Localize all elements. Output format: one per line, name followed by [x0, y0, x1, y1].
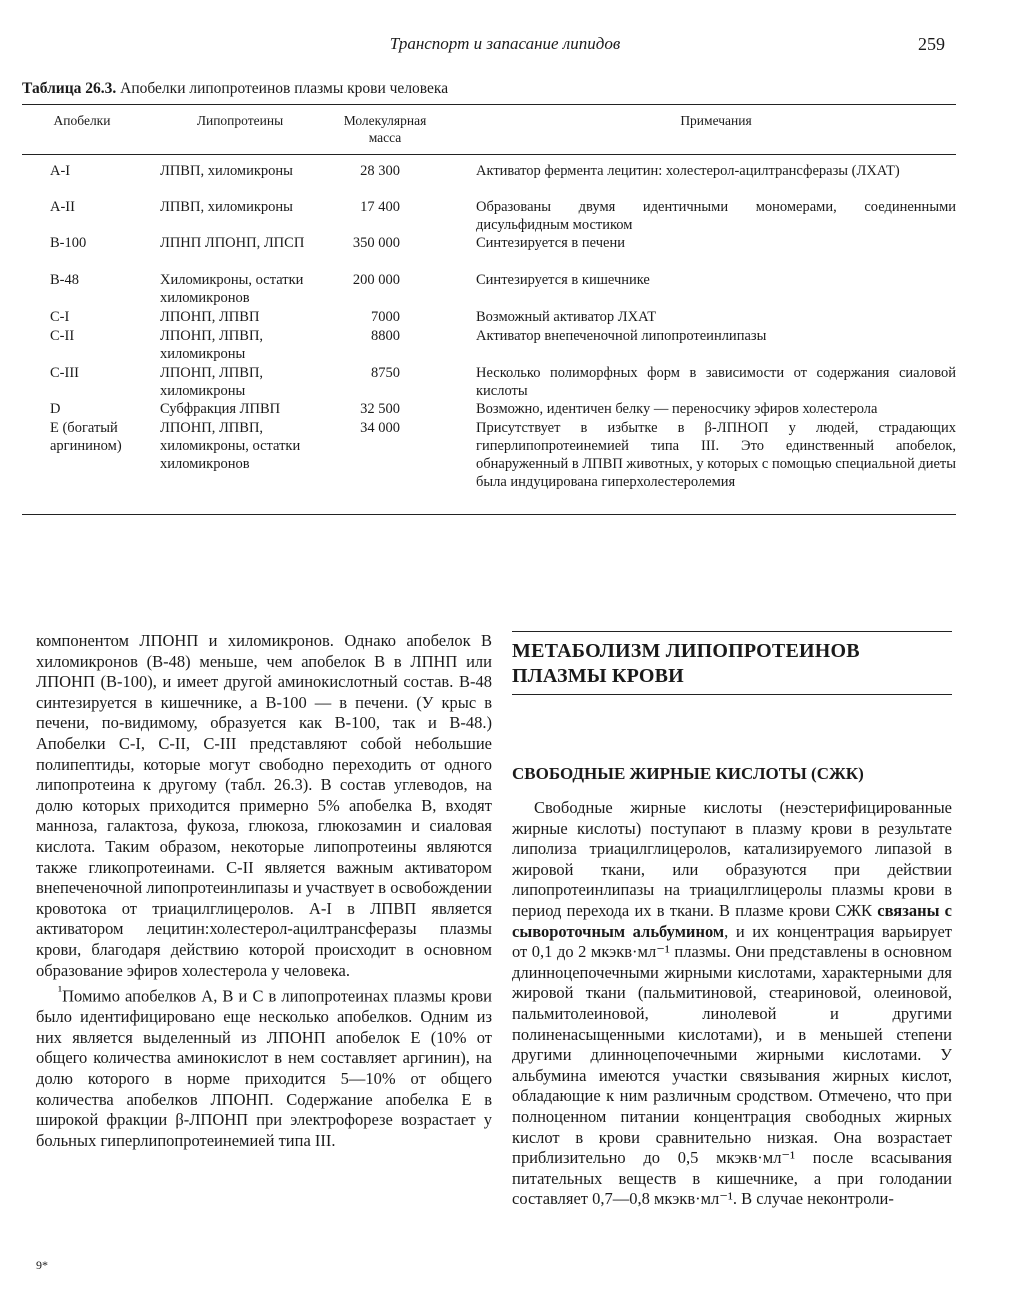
- subsection-heading: СВОБОДНЫЕ ЖИРНЫЕ КИСЛОТЫ (СЖК): [512, 764, 864, 783]
- row-apobelok: B-48: [50, 272, 79, 288]
- row-lipoproteins: ЛПВП, хиломикроны: [160, 163, 293, 179]
- row-mass: 7000: [371, 309, 400, 325]
- table-top-rule: [22, 104, 956, 105]
- row-apobelok: B-100: [50, 235, 87, 251]
- row-lipoproteins: ЛПОНП, ЛПВП: [160, 309, 260, 325]
- right-paragraph-start: Свободные жирные кислоты (неэстерифицированные жирные кислоты) поступают в плазму крови в результате липолиза триацилглицеролов, катализируемого липазой в жировой ткани, или образуются при действии липопротеинлипазы на триацилглицеролы плазмы крови в период перехода их в ткани. В плазме крови СЖК: [512, 798, 952, 920]
- page-number: 259: [918, 34, 945, 54]
- row-lipoproteins: Субфракция ЛПВП: [160, 401, 281, 417]
- right-column: [512, 798, 952, 1210]
- table-bottom-rule: [22, 514, 956, 515]
- left-paragraph-2: [36, 981, 492, 1151]
- row-apobelok: C-II: [50, 328, 75, 344]
- row-lipoproteins: ЛПНП ЛПОНП, ЛПСП: [160, 235, 305, 251]
- row-mass: 200 000: [352, 272, 400, 288]
- table-header-rule: [22, 154, 956, 155]
- row-note: Активатор внепеченочной липопротеинлипазы: [476, 328, 767, 344]
- row-note: Несколько полиморфных форм в зависимости от содержания сиаловой кислоты: [476, 365, 956, 399]
- row-apobelok: A-II: [50, 199, 75, 215]
- table-caption: [22, 80, 448, 98]
- row-apobelok: C-III: [50, 365, 79, 381]
- right-paragraph: [512, 798, 952, 1210]
- left-column: [36, 631, 492, 1151]
- row-note: Возможно, идентичен белку — переносчику эфиров холестерола: [476, 401, 878, 417]
- row-apobelok: C-I: [50, 309, 70, 325]
- section-bottom-rule: [512, 694, 952, 695]
- row-note: Присутствует в избытке в β-ЛПНОП у людей, страдающих гиперлипопротеинемией типа III. Это единственный апобелок, обнаруженный в ЛПВП животных, у которых с помощью специальной диеты была индуцирована гиперхолестеролемия: [476, 420, 956, 490]
- row-mass: 8800: [371, 328, 400, 344]
- row-lipoproteins: Хиломикроны, остатки хиломикронов: [160, 272, 304, 306]
- row-lipoproteins: ЛПОНП, ЛПВП, хиломикроны: [160, 365, 264, 399]
- section-heading: МЕТАБОЛИЗМ ЛИПОПРОТЕИНОВ ПЛАЗМЫ КРОВИ: [512, 640, 860, 687]
- header-apobelki: Апобелки: [53, 113, 111, 128]
- left-paragraph-2-text: Помимо апобелков А, В и С в липопротеинах плазмы крови было идентифицировано еще несколько апобелков. Одним из них является выделенный из ЛПОНП апобелок Е (10% от общего количества аминокислот в нем составляет аргинин), на долю которого в норме приходится 5—10% от общего количества апобелков ЛПОНП. Содержание апобелка Е в широкой фракции β-ЛПОНП при электрофорезе возрастает у больных гиперлипопротеинемией типа III.: [36, 986, 492, 1150]
- row-mass: 8750: [371, 365, 400, 381]
- row-note: Активатор фермента лецитин: холестерол-ацилтрансферазы (ЛХАТ): [476, 163, 900, 179]
- row-apobelok: E (богатый аргинином): [50, 420, 122, 454]
- table-caption-label: Таблица 26.3.: [22, 80, 117, 97]
- row-lipoproteins: ЛПВП, хиломикроны: [160, 199, 293, 215]
- row-note: Образованы двумя идентичными мономерами, соединенными дисульфидным мостиком: [476, 199, 956, 233]
- row-mass: 32 500: [360, 401, 400, 417]
- signature-mark: 9*: [36, 1258, 48, 1272]
- row-lipoproteins: ЛПОНП, ЛПВП, хиломикроны: [160, 328, 264, 362]
- header-lipoproteins: Липопротеины: [196, 113, 284, 128]
- row-note: Возможный активатор ЛХАТ: [476, 309, 657, 325]
- table-caption-text: Апобелки липопротеинов плазмы крови человека: [120, 80, 449, 97]
- row-mass: 28 300: [360, 163, 400, 179]
- row-mass: 34 000: [360, 420, 400, 436]
- header-notes: Примечания: [680, 113, 752, 128]
- row-mass: 17 400: [360, 199, 400, 215]
- left-paragraph-1: компонентом ЛПОНП и хиломикронов. Однако апобелок В хиломикронов (В-48) меньше, чем апобелок В в ЛПНП или ЛПОНП (В-100), и имеет другой аминокислотный состав. В-48 синтезируется в кишечнике, а В-100 — в печени. (У крыс в печени, по-видимому, образуется как В-100, так и В-48.) Апобелки С-I, С-II, С-III представляют собой небольшие полипептиды, которые могут свободно переходить от одного липопротеина к другому (табл. 26.3). В состав углеводов, на долю которых приходится примерно 5% апобелка В, входят манноза, галактоза, фукоза, глюкоза, глюкозамин и сиаловая кислота. Таким образом, некоторые липопротеины являются также гликопротеинами. С-II является важным активатором внепеченочной липопротеинлипазы и участвует в освобождении кровотока от триацилглицеролов. А-I в ЛПВП является активатором лецитин:холестерол-ацилтрансферазы плазмы крови, благодаря действию которой происходит в основном образование эфиров холестерола у человека.: [36, 631, 492, 980]
- section-top-rule: [512, 631, 952, 632]
- row-apobelok: A-I: [50, 163, 71, 179]
- right-paragraph-bold: связаны с сывороточным альбумином: [512, 900, 952, 941]
- row-apobelok: D: [50, 401, 61, 417]
- row-note: Синтезируется в кишечнике: [476, 272, 650, 288]
- header-mass: Молекулярная масса: [343, 113, 427, 145]
- running-head-title: Транспорт и запасание липидов: [389, 34, 621, 53]
- row-lipoproteins: ЛПОНП, ЛПВП, хиломикроны, остатки хиломикронов: [160, 420, 301, 472]
- right-paragraph-end: , и их концентрация варьирует от 0,1 до 2 мкэкв·мл⁻¹ плазмы. Они представлены в основном длинноцепочечными жирными кислотами, характерными для жировой ткани (пальмитиновой, стеариновой, олеиновой, пальмитолеиновой, линолевой и другими полиненасыщенными кислотами), и в меньшей степени другими длинноцепочечными жирными кислотами. У альбумина имеются участки связывания жирных кислот, обладающие к ним различным сродством. Отмечено, что при полноценном питании концентрация свободных жирных кислот в крови сравнительно низкая. Она возрастает приблизительно до 0,5 мкэкв·мл⁻¹ после всасывания питательных веществ в кишечнике, а при голодании составляет 0,7—0,8 мкэкв·мл⁻¹. В случае неконтроли-: [512, 921, 952, 1209]
- row-note: Синтезируется в печени: [476, 235, 625, 251]
- row-mass: 350 000: [352, 235, 400, 251]
- footnote-mark: ¹: [58, 983, 63, 999]
